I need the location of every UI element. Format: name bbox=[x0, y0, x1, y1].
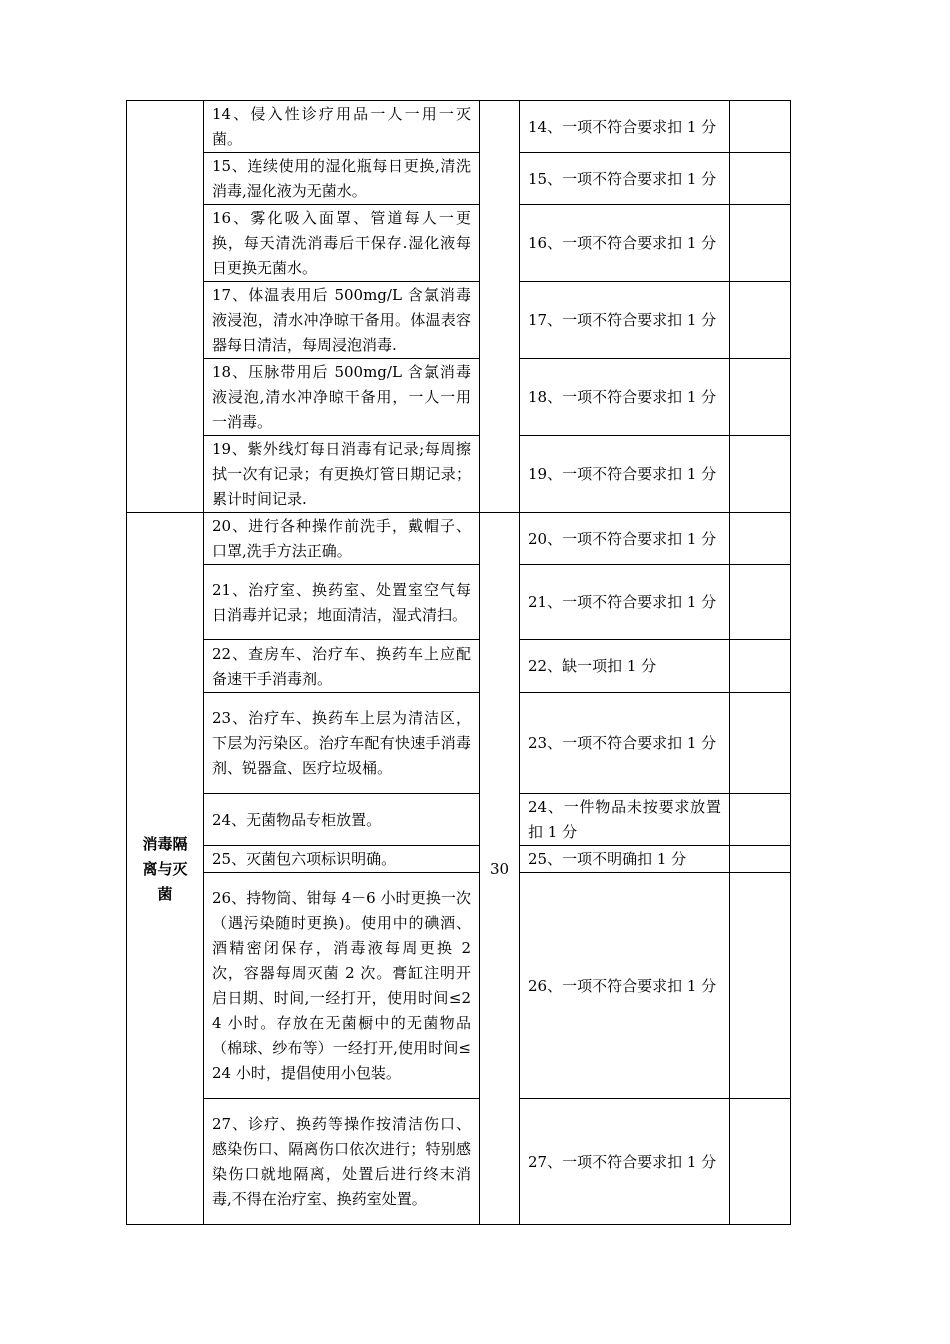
item-text: 17、体温表用后 500mg/L 含氯消毒液浸泡，清水冲净晾干备用。体温表容器每日清洁，每周浸泡消毒. bbox=[212, 286, 471, 354]
criterion-text: 16、一项不符合要求扣 1 分 bbox=[528, 234, 717, 252]
criterion-cell bbox=[520, 359, 730, 436]
criterion-cell bbox=[520, 846, 730, 873]
category-cell bbox=[127, 513, 204, 1225]
criterion-text: 27、一项不符合要求扣 1 分 bbox=[528, 1152, 717, 1171]
remark-cell bbox=[730, 359, 791, 436]
item-cell bbox=[204, 153, 480, 205]
item-text: 16、雾化吸入面罩、管道每人一更换，每天清洗消毒后干保存.湿化液每日更换无菌水。 bbox=[212, 209, 471, 277]
table-row bbox=[127, 153, 791, 205]
criterion-cell bbox=[520, 794, 730, 846]
criterion-text: 26、一项不符合要求扣 1 分 bbox=[528, 976, 717, 995]
score-cell-empty bbox=[480, 101, 520, 513]
table-row bbox=[127, 436, 791, 513]
remark-cell bbox=[730, 640, 791, 693]
criterion-text: 15、一项不符合要求扣 1 分 bbox=[528, 169, 717, 188]
remark-cell bbox=[730, 693, 791, 794]
criterion-cell bbox=[520, 693, 730, 794]
criterion-cell bbox=[520, 513, 730, 565]
table-row bbox=[127, 359, 791, 436]
table-row bbox=[127, 205, 791, 282]
item-text: 27、诊疗、换药等操作按清洁伤口、感染伤口、隔离伤口依次进行；特别感染伤口就地隔离，处置后进行终末消毒,不得在治疗室、换药室处置。 bbox=[212, 1115, 471, 1208]
table-row bbox=[127, 565, 791, 640]
remark-cell bbox=[730, 153, 791, 205]
remark-cell bbox=[730, 794, 791, 846]
table-row bbox=[127, 873, 791, 1099]
criterion-cell bbox=[520, 565, 730, 640]
item-text: 14、侵入性诊疗用品一人一用一灭菌。 bbox=[212, 105, 471, 148]
item-text: 23、治疗车、换药车上层为清洁区，下层为污染区。治疗车配有快速手消毒剂、锐器盒、医疗垃圾桶。 bbox=[212, 709, 471, 777]
table-row bbox=[127, 794, 791, 846]
remark-cell bbox=[730, 565, 791, 640]
table-row bbox=[127, 513, 791, 565]
criterion-text: 25、一项不明确扣 1 分 bbox=[528, 850, 687, 868]
remark-cell bbox=[730, 846, 791, 873]
category-label: 消毒隔离与灭菌 bbox=[142, 835, 188, 903]
remark-cell bbox=[730, 282, 791, 359]
category-cell-empty bbox=[127, 101, 204, 513]
table-row bbox=[127, 693, 791, 794]
item-cell bbox=[204, 282, 480, 359]
criterion-cell bbox=[520, 282, 730, 359]
table-row bbox=[127, 640, 791, 693]
table-row bbox=[127, 282, 791, 359]
item-cell bbox=[204, 873, 480, 1099]
criterion-cell bbox=[520, 153, 730, 205]
inspection-table bbox=[126, 100, 791, 1225]
criterion-cell bbox=[520, 205, 730, 282]
remark-cell bbox=[730, 101, 791, 153]
table-row bbox=[127, 846, 791, 873]
item-text: 21、治疗室、换药室、处置室空气每日消毒并记录；地面清洁，湿式清扫。 bbox=[212, 580, 471, 624]
criterion-cell bbox=[520, 640, 730, 693]
item-cell bbox=[204, 205, 480, 282]
remark-cell bbox=[730, 205, 791, 282]
criterion-cell bbox=[520, 1099, 730, 1225]
criterion-text: 21、一项不符合要求扣 1 分 bbox=[528, 593, 717, 611]
criterion-text: 18、一项不符合要求扣 1 分 bbox=[528, 388, 717, 406]
item-cell bbox=[204, 565, 480, 640]
item-cell bbox=[204, 846, 480, 873]
criterion-cell bbox=[520, 101, 730, 153]
item-cell bbox=[204, 101, 480, 153]
remark-cell bbox=[730, 513, 791, 565]
item-cell bbox=[204, 513, 480, 565]
criterion-text: 20、一项不符合要求扣 1 分 bbox=[528, 529, 717, 548]
criterion-cell bbox=[520, 436, 730, 513]
category-score: 30 bbox=[489, 860, 510, 878]
criterion-text: 14、一项不符合要求扣 1 分 bbox=[528, 117, 717, 136]
item-cell bbox=[204, 359, 480, 436]
item-text: 15、连续使用的湿化瓶每日更换,清洗消毒,湿化液为无菌水。 bbox=[212, 157, 471, 200]
table-row bbox=[127, 101, 791, 153]
criterion-text: 19、一项不符合要求扣 1 分 bbox=[528, 465, 717, 483]
criterion-text: 24、一件物品未按要求放置扣 1 分 bbox=[528, 798, 721, 841]
item-cell bbox=[204, 436, 480, 513]
criterion-cell bbox=[520, 873, 730, 1099]
item-cell bbox=[204, 1099, 480, 1225]
remark-cell bbox=[730, 873, 791, 1099]
remark-cell bbox=[730, 436, 791, 513]
item-text: 18、压脉带用后 500mg/L 含氯消毒液浸泡,清水冲净晾干备用，一人一用一消毒。 bbox=[212, 363, 471, 431]
item-text: 22、查房车、治疗车、换药车上应配备速干手消毒剂。 bbox=[212, 644, 471, 688]
item-cell bbox=[204, 640, 480, 693]
item-cell bbox=[204, 693, 480, 794]
criterion-text: 17、一项不符合要求扣 1 分 bbox=[528, 311, 717, 329]
item-text: 26、持物筒、钳每 4－6 小时更换一次（遇污染随时更换)。使用中的碘酒、酒精密闭保存，消毒液每周更换 2 次，容器每周灭菌 2 次。膏缸注明开启日期、时间,一经打开，使用时间≤24 小时。存放在无菌橱中的无菌物品（棉球、纱布等）一经打开,使用时间≤24 小时，提倡使用小包装。 bbox=[212, 889, 471, 1082]
criterion-text: 23、一项不符合要求扣 1 分 bbox=[528, 734, 717, 752]
item-cell bbox=[204, 794, 480, 846]
item-text: 20、进行各种操作前洗手，戴帽子、口罩,洗手方法正确。 bbox=[212, 517, 471, 560]
criterion-text: 22、缺一项扣 1 分 bbox=[528, 657, 657, 675]
item-text: 25、灭菌包六项标识明确。 bbox=[212, 850, 397, 868]
table-row bbox=[127, 1099, 791, 1225]
item-text: 24、无菌物品专柜放置。 bbox=[212, 810, 382, 829]
item-text: 19、紫外线灯每日消毒有记录;每周擦拭一次有记录；有更换灯管日期记录；累计时间记录. bbox=[212, 440, 471, 508]
remark-cell bbox=[730, 1099, 791, 1225]
score-cell bbox=[480, 513, 520, 1225]
